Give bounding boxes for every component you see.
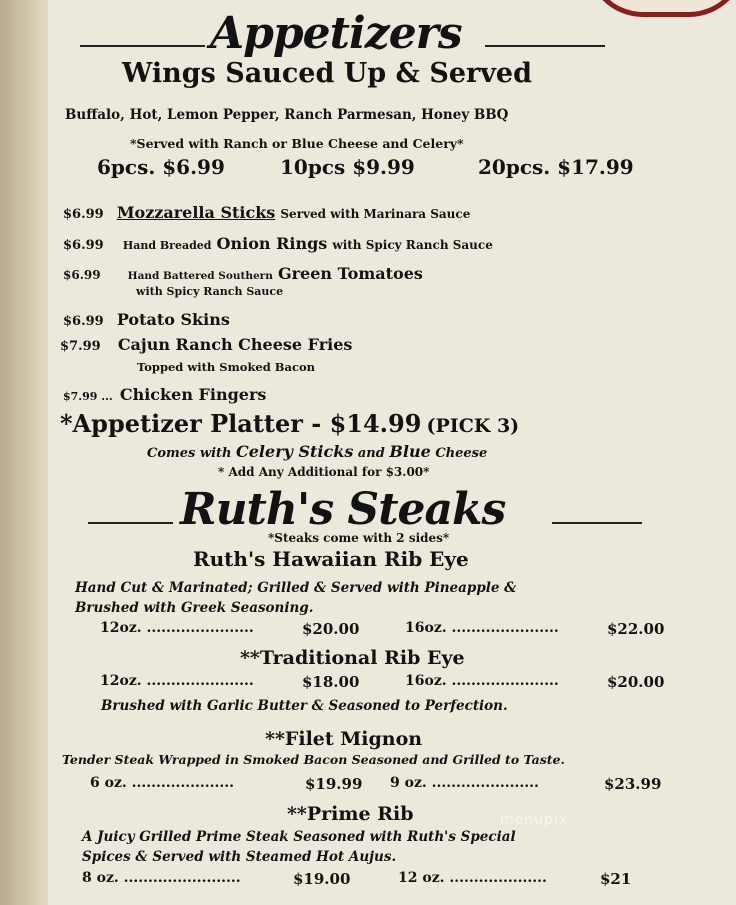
size-price: $20.00 (302, 620, 360, 638)
prime-desc-line1: A Juicy Grilled Prime Steak Seasoned with Ruth's Special (82, 829, 516, 845)
item-name: Green Tomatoes (277, 264, 423, 283)
wings-10pc-price: 10pcs $9.99 (280, 155, 415, 179)
size-price: $21 (600, 870, 632, 888)
item-prefix: Hand Breaded (122, 239, 212, 252)
platter-pick: (PICK 3) (426, 415, 520, 437)
menu-item (63, 264, 423, 283)
item-description: with Spicy Ranch Sauce (332, 238, 493, 252)
hawaiian-desc-line2: Brushed with Greek Seasoning. (75, 600, 314, 616)
traditional-title: **Traditional Rib Eye (240, 647, 465, 669)
platter-blue-text: Blue (389, 442, 431, 461)
platter-and-text: and (357, 446, 385, 461)
wings-20pc-price: 20pcs. $17.99 (478, 155, 634, 179)
menu-item (63, 385, 266, 404)
menu-item (60, 335, 352, 354)
heading-rule-left (88, 522, 173, 524)
item-subtext: with Spicy Ranch Sauce (136, 285, 284, 298)
item-name: Potato Skins (116, 310, 230, 329)
item-price: $7.99 (60, 339, 101, 354)
wings-6pc-price: 6pcs. $6.99 (97, 155, 225, 179)
heading-rule-right (552, 522, 642, 524)
size-label: 9 oz. ...................... (390, 775, 539, 791)
heading-rule-left (80, 45, 205, 47)
platter-cheese-text: Cheese (435, 446, 488, 461)
size-price: $22.00 (607, 620, 665, 638)
size-price: $23.99 (604, 775, 662, 793)
size-label: 16oz. ...................... (405, 620, 559, 636)
item-subtext: Topped with Smoked Bacon (137, 360, 315, 374)
wings-title: Wings Sauced Up & Served (122, 58, 532, 89)
size-price: $20.00 (607, 673, 665, 691)
heading-rule-right (485, 45, 605, 47)
platter-title: *Appetizer Platter - $14.99 (60, 409, 422, 438)
appetizers-heading: Appetizers (210, 8, 462, 59)
appetizer-platter (60, 409, 519, 438)
item-price: $6.99 (63, 268, 101, 282)
item-name: Chicken Fingers (119, 385, 267, 404)
hawaiian-desc-line1: Hand Cut & Marinated; Grilled & Served with Pineapple & (75, 580, 517, 596)
paper-edge (0, 0, 48, 905)
size-label: 12oz. ...................... (100, 620, 254, 636)
platter-comes-text: Comes with (147, 446, 232, 461)
filet-title: **Filet Mignon (265, 728, 423, 750)
item-price: $7.99 ... (63, 390, 113, 403)
item-name: Mozzarella Sticks (116, 203, 276, 222)
item-name: Onion Rings (216, 234, 328, 253)
prime-title: **Prime Rib (287, 803, 414, 825)
platter-celery-text: Celery Sticks (236, 442, 354, 461)
item-name: Cajun Ranch Cheese Fries (117, 335, 353, 354)
menu-item (63, 310, 230, 329)
platter-comes-with (147, 442, 487, 461)
item-price: $6.99 (63, 314, 104, 329)
prime-desc-line2: Spices & Served with Steamed Hot Aujus. (82, 849, 397, 865)
item-prefix: Hand Battered Southern (127, 270, 273, 282)
menu-item (63, 203, 470, 222)
size-label: 16oz. ...................... (405, 673, 559, 689)
item-price: $6.99 (63, 207, 104, 222)
wings-flavors: Buffalo, Hot, Lemon Pepper, Ranch Parmesan, Honey BBQ (65, 107, 509, 123)
wings-note: *Served with Ranch or Blue Cheese and Celery* (130, 136, 464, 151)
size-price: $19.99 (305, 775, 363, 793)
size-label: 8 oz. ........................ (82, 870, 241, 886)
platter-additional: * Add Any Additional for $3.00* (218, 465, 430, 479)
filet-desc: Tender Steak Wrapped in Smoked Bacon Seasoned and Grilled to Taste. (62, 752, 565, 767)
steaks-heading: Ruth's Steaks (180, 484, 506, 535)
item-description: Served with Marinara Sauce (280, 207, 471, 221)
size-label: 12 oz. .................... (398, 870, 547, 886)
size-label: 6 oz. ..................... (90, 775, 235, 791)
steaks-note: *Steaks come with 2 sides* (268, 531, 450, 545)
size-price: $19.00 (293, 870, 351, 888)
traditional-desc: Brushed with Garlic Butter & Seasoned to Perfection. (101, 698, 508, 714)
item-price: $6.99 (63, 238, 104, 253)
watermark: menupix (500, 812, 569, 828)
size-label: 12oz. ...................... (100, 673, 254, 689)
hawaiian-title: Ruth's Hawaiian Rib Eye (193, 547, 469, 571)
menu-item (63, 234, 493, 253)
size-price: $18.00 (302, 673, 360, 691)
